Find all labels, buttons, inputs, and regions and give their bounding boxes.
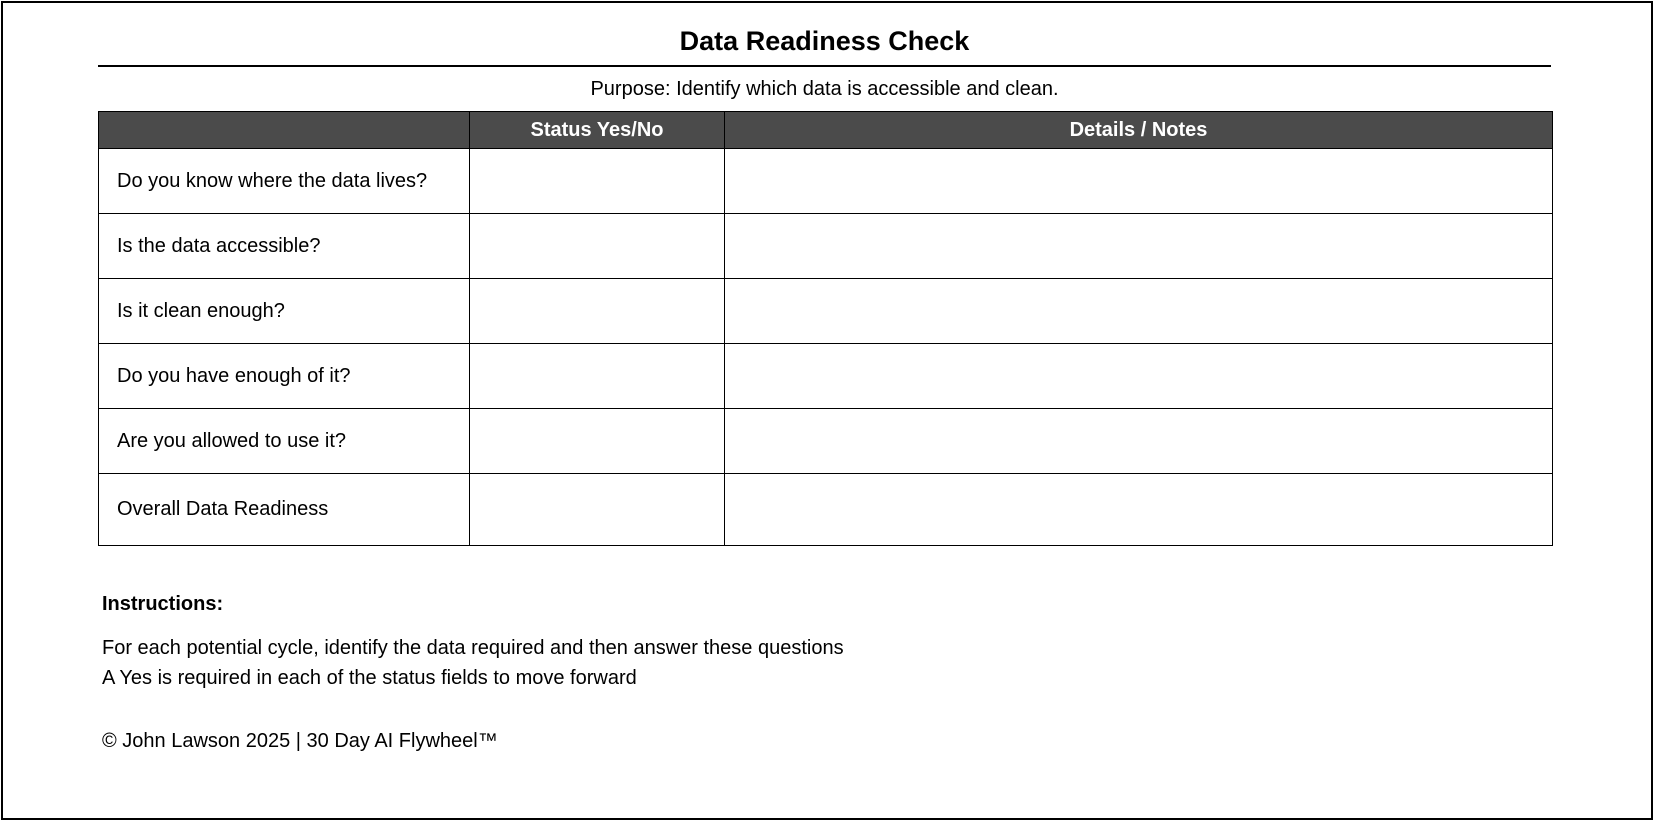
header-status: Status Yes/No: [470, 112, 725, 149]
details-cell[interactable]: [725, 344, 1553, 409]
instruction-line: A Yes is required in each of the status fields to move forward: [102, 667, 637, 689]
table-row: [99, 149, 1553, 214]
header-details: Details / Notes: [725, 112, 1553, 149]
table-row: [99, 279, 1553, 344]
details-cell[interactable]: [725, 409, 1553, 474]
question-cell: Do you have enough of it?: [99, 344, 470, 409]
status-cell[interactable]: [470, 344, 725, 409]
status-cell[interactable]: [470, 409, 725, 474]
purpose-text: Purpose: Identify which data is accessible and clean.: [590, 78, 1059, 100]
status-cell[interactable]: [470, 214, 725, 279]
details-cell[interactable]: [725, 149, 1553, 214]
details-cell[interactable]: [725, 279, 1553, 344]
title-divider: [98, 65, 1551, 67]
question-cell: Is the data accessible?: [99, 214, 470, 279]
details-cell[interactable]: [725, 214, 1553, 279]
table-row: [99, 214, 1553, 279]
header-question: [99, 112, 470, 149]
readiness-table: [98, 111, 1553, 546]
question-cell: Overall Data Readiness: [99, 474, 470, 546]
status-cell[interactable]: [470, 474, 725, 546]
table-row: [99, 409, 1553, 474]
instruction-line: For each potential cycle, identify the data required and then answer these questions: [102, 637, 844, 659]
table-row-overall: [99, 474, 1553, 546]
table-header-row: [99, 112, 1553, 149]
question-cell: Are you allowed to use it?: [99, 409, 470, 474]
copyright-footer: © John Lawson 2025 | 30 Day AI Flywheel™: [102, 730, 498, 752]
status-cell[interactable]: [470, 149, 725, 214]
question-cell: Do you know where the data lives?: [99, 149, 470, 214]
status-cell[interactable]: [470, 279, 725, 344]
details-cell[interactable]: [725, 474, 1553, 546]
page-title: Data Readiness Check: [679, 26, 970, 56]
question-cell: Is it clean enough?: [99, 279, 470, 344]
instructions-heading: Instructions:: [102, 593, 224, 615]
table-row: [99, 344, 1553, 409]
